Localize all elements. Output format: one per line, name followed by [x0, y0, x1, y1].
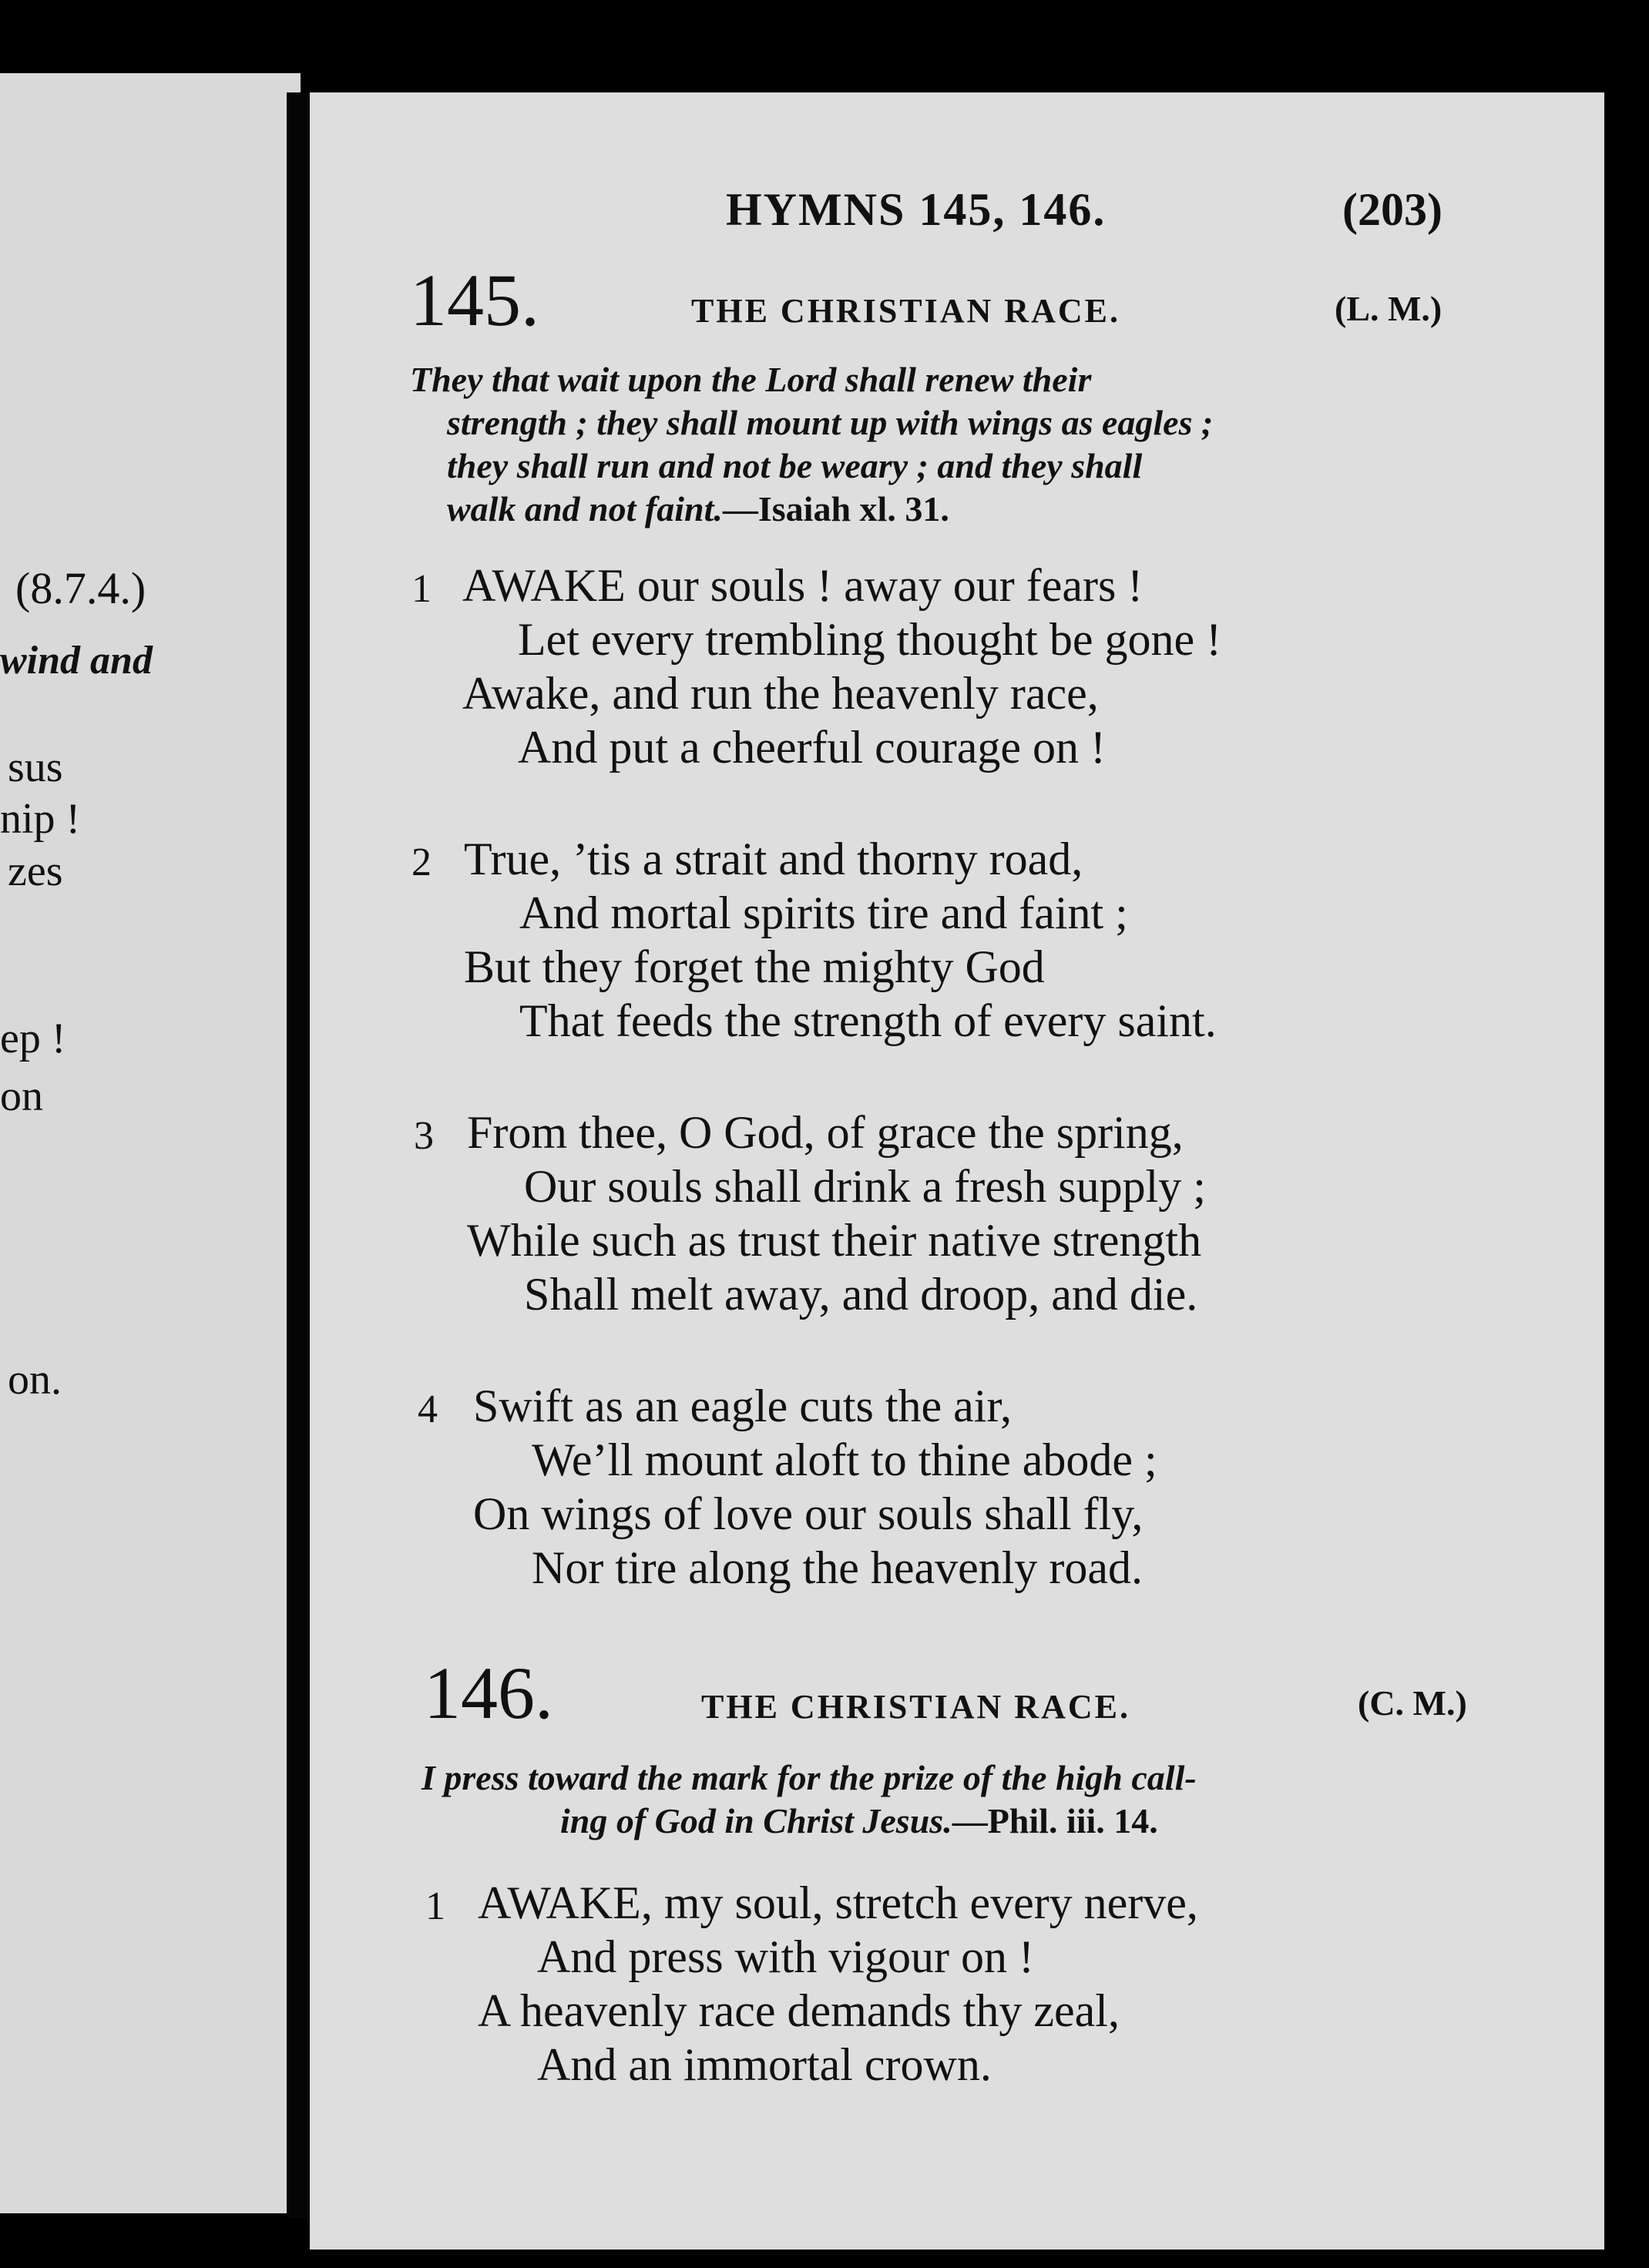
hymn-title: THE CHRISTIAN RACE.: [691, 292, 1120, 330]
verse-line: Swift as an eagle cuts the air,: [473, 1381, 1013, 1431]
left-page-text: ep !: [0, 1015, 66, 1062]
hymn-meter: (C. M.): [1358, 1683, 1467, 1723]
epigraph-text: ing of God in Christ Jesus.: [560, 1801, 952, 1840]
verse-line: Awake, and run the heavenly race,: [462, 668, 1099, 719]
verse-line: From thee, O God, of grace the spring,: [467, 1107, 1184, 1158]
epigraph-line: I press toward the mark for the prize of the high call-: [421, 1758, 1197, 1797]
epigraph-line: [410, 488, 1213, 531]
verse-line: True, ’tis a strait and thorny road,: [464, 834, 1083, 884]
verse-line: Our souls shall drink a fresh supply ;: [524, 1161, 1206, 1212]
verse-line: A heavenly race demands thy zeal,: [478, 1985, 1120, 2036]
scripture-reference: —Phil. iii. 14.: [952, 1801, 1158, 1840]
left-page-meter: (8.7.4.): [15, 563, 146, 613]
left-page-text: nip !: [0, 795, 81, 843]
epigraph: [421, 1756, 1197, 1843]
verse-line: And mortal spirits tire and faint ;: [519, 887, 1128, 938]
left-page-text: on: [0, 1072, 43, 1120]
verse-line: And an immortal crown.: [537, 2039, 992, 2090]
verse-line: On wings of love our souls shall fly,: [473, 1488, 1144, 1539]
hymn-title: THE CHRISTIAN RACE.: [701, 1688, 1130, 1726]
left-page-text: sus: [8, 743, 63, 791]
epigraph-line: [421, 1800, 1197, 1843]
hymn-number: 145.: [410, 259, 539, 341]
verse-number: 2: [411, 840, 432, 884]
left-page-text: wind and: [0, 639, 153, 683]
verse-line: AWAKE, my soul, stretch every nerve,: [478, 1877, 1198, 1928]
verse-line: And put a cheerful courage on !: [518, 722, 1107, 773]
running-title: HYMNS 145, 146.: [726, 184, 1107, 235]
hymn-meter: (L. M.): [1335, 289, 1442, 328]
verse-line: That feeds the strength of every saint.: [519, 995, 1217, 1046]
hymnal-page: [310, 92, 1604, 2250]
verse-line: Shall melt away, and droop, and die.: [524, 1269, 1198, 1320]
page-number: (203): [1342, 184, 1442, 235]
epigraph-line: They that wait upon the Lord shall renew their: [410, 360, 1092, 399]
verse-number: 1: [425, 1884, 445, 1928]
verse-number: 4: [418, 1387, 438, 1431]
verse-line: We’ll mount aloft to thine abode ;: [532, 1434, 1157, 1485]
verse-line: Nor tire along the heavenly road.: [532, 1542, 1144, 1593]
epigraph-line: strength ; they shall mount up with wings as eagles ;: [447, 403, 1214, 442]
scripture-reference: —Isaiah xl. 31.: [722, 489, 949, 528]
left-page-text: zes: [8, 847, 63, 895]
epigraph: [410, 358, 1213, 531]
hymn-number: 146.: [424, 1652, 553, 1734]
verse-line: While such as trust their native strength: [467, 1215, 1202, 1266]
verse-number: 1: [411, 567, 432, 611]
epigraph-text: walk and not faint.: [447, 489, 723, 528]
verse-line: And press with vigour on !: [537, 1931, 1034, 1982]
left-page-text: on.: [8, 1356, 62, 1404]
left-page-fragment: [0, 73, 301, 2213]
verse-number: 3: [414, 1114, 434, 1158]
verse-line: Let every trembling thought be gone !: [518, 614, 1222, 665]
verse-line: But they forget the mighty God: [464, 941, 1045, 992]
verse-line: AWAKE our souls ! away our fears !: [462, 560, 1144, 611]
epigraph-line: they shall run and not be weary ; and they shall: [447, 446, 1143, 485]
